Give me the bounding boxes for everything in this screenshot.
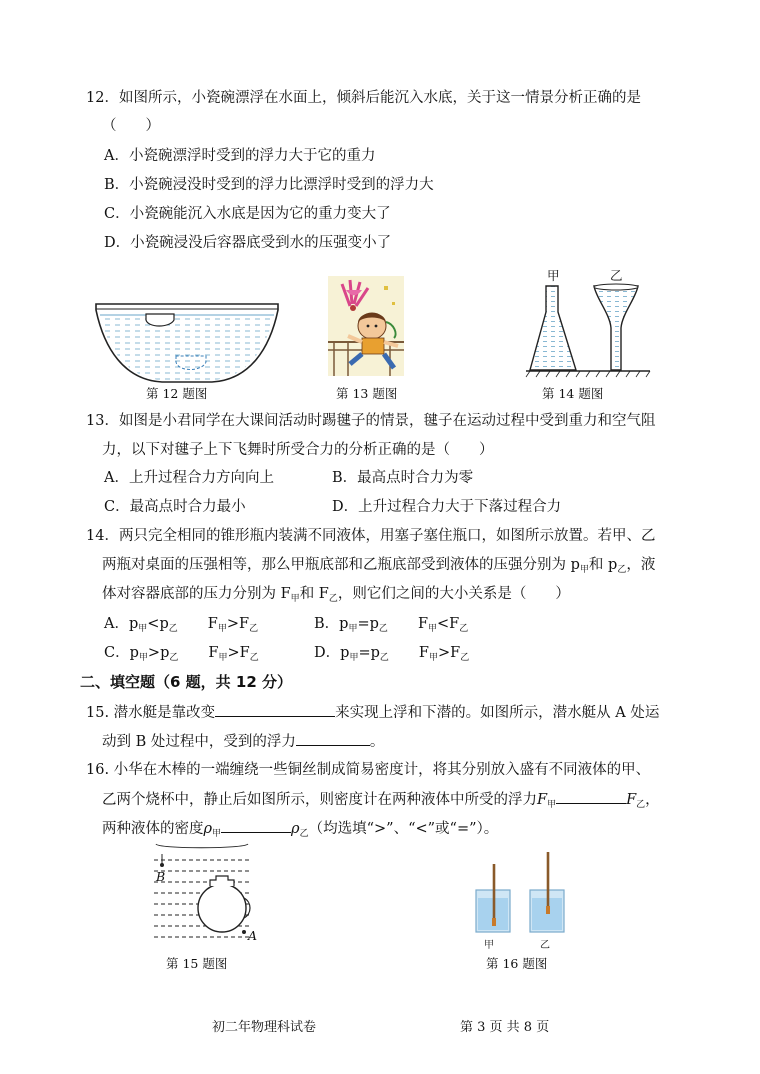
q14-sub-yi: 乙 xyxy=(617,565,627,575)
q16-blank-2[interactable] xyxy=(221,818,291,833)
q12-caption: 第 12 题图 xyxy=(146,386,208,401)
q15-caption: 第 15 题图 xyxy=(166,956,228,971)
q15-line2: 动到 B 处过程中，受到的浮力 。 xyxy=(102,731,384,752)
q16-blank-1[interactable] xyxy=(556,789,626,804)
q16-line1: 16. 小华在木棒的一端缠绕一些铜丝制成简易密度计，将其分别放入盛有不同液体的甲、 xyxy=(86,762,651,778)
q16-caption: 第 16 题图 xyxy=(486,956,548,971)
q14-stem-line2-end: ，液 xyxy=(626,557,656,573)
q13-stem-line2: 力，以下对毽子上下飞舞时所受合力的分析正确的是（ ） xyxy=(102,442,494,458)
q12-option-d: D．小瓷碗浸没后容器底受到水的压强变小了 xyxy=(104,235,392,251)
q13-figure-shuttlecock-kick xyxy=(328,276,404,376)
q14-stem-line3 xyxy=(102,584,570,606)
q15-blank-2[interactable] xyxy=(296,731,370,746)
q16-figure-label-yi: 乙 xyxy=(540,940,550,951)
q12-stem: 12．如图所示，小瓷碗漂浮在水面上，倾斜后能沉入水底，关于这一情景分析正确的是 xyxy=(86,90,641,106)
q14-figure-label-jia: 甲 xyxy=(547,268,560,283)
q12-figure-basin xyxy=(94,298,280,384)
q14-stem-line3-text: 体对容器底部的压力分别为 F xyxy=(102,586,291,602)
q14-option-c: C．$p_甲>p_乙$ $F_甲>F_乙$ xyxy=(104,645,259,663)
q15-label-a: A xyxy=(248,928,258,943)
q14-sub-jia: 甲 xyxy=(579,565,589,575)
q13-option-b: B．最高点时合力为零 xyxy=(332,470,474,486)
q15-blank-1[interactable] xyxy=(215,702,335,717)
q14-stem-line2-text: 两瓶对桌面的压强相等，那么甲瓶底部和乙瓶底部受到液体的压强分别为 p xyxy=(102,557,580,573)
q14-stem-line3-end: ，则它们之间的大小关系是（ ） xyxy=(337,586,570,602)
q12-option-c: C．小瓷碗能沉入水底是因为它的重力变大了 xyxy=(104,206,391,222)
q16-line2: 乙两个烧杯中，静止后如图所示，则密度计在两种液体中所受的浮力$F_甲$ $F_乙$， xyxy=(102,789,660,812)
q13-stem-line1: 13．如图是小君同学在大课间活动时踢毽子的情景，毽子在运动过程中受到重力和空气阻 xyxy=(86,413,656,429)
q15-line1: 15. 潜水艇是靠改变 来实现上浮和下潜的。如图所示，潜水艇从 A 处运 xyxy=(86,702,659,723)
q13-option-d: D．上升过程合力大于下落过程合力 xyxy=(332,499,562,515)
q13-option-c: C．最高点时合力最小 xyxy=(104,499,246,515)
q13-caption: 第 13 题图 xyxy=(336,386,398,401)
footer-subject: 初二年物理科试卷 xyxy=(212,1020,317,1035)
q14-stem-line1: 14．两只完全相同的锥形瓶内装满不同液体，用塞子塞住瓶口，如图所示放置。若甲、乙 xyxy=(86,528,656,544)
q14-sub-jia-f: 甲 xyxy=(290,594,300,604)
q14-stem-line2 xyxy=(102,555,655,577)
q16-figure-label-jia: 甲 xyxy=(484,940,494,951)
section-2-heading: 二、填空题（6 题，共 12 分） xyxy=(80,673,292,691)
q14-stem-line3-and: 和 F xyxy=(299,586,329,602)
q14-sub-yi-f: 乙 xyxy=(328,594,338,604)
q14-figure-flasks xyxy=(526,284,660,380)
q14-figure-label-yi: 乙 xyxy=(610,268,623,283)
q15-label-b: B xyxy=(156,869,166,884)
q14-option-a: A．$p_甲<p_乙$ $F_甲>F_乙$ xyxy=(104,616,259,634)
q14-stem-line2-and: 和 p xyxy=(588,557,618,573)
q12-option-a: A．小瓷碗漂浮时受到的浮力大于它的重力 xyxy=(104,148,376,164)
q12-option-b: B．小瓷碗浸没时受到的浮力比漂浮时受到的浮力大 xyxy=(104,177,434,193)
q14-option-b: B．$p_甲=p_乙$ $F_甲<F_乙$ xyxy=(314,616,469,634)
q14-option-d: D．$p_甲=p_乙$ $F_甲>F_乙$ xyxy=(314,645,470,663)
q14-caption: 第 14 题图 xyxy=(542,386,604,401)
footer-page-number: 第 3 页 共 8 页 xyxy=(460,1020,550,1035)
q16-figure-beakers xyxy=(470,850,570,942)
q15-figure-submarine xyxy=(148,840,258,950)
q12-answer-paren: （ ） xyxy=(102,118,160,134)
q13-option-a: A．上升过程合力方向向上 xyxy=(104,470,274,486)
q16-line3: 两种液体的密度$\rho_甲$ $\rho_乙$（均选填“>”、“<”或“=”）。 xyxy=(102,818,498,841)
